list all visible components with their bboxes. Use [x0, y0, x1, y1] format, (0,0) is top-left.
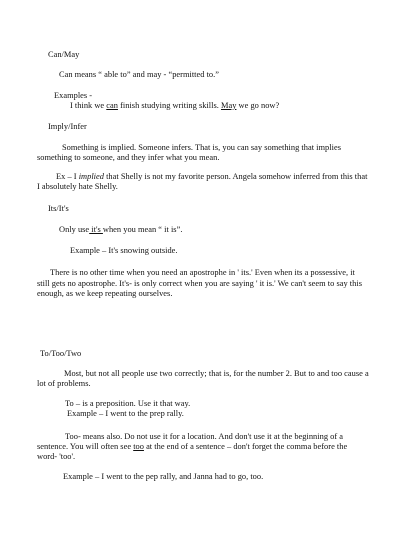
its-example: Example – It's snowing outside.	[70, 246, 178, 255]
imply-infer-example-line-2: I absolutely hate Shelly.	[37, 182, 118, 191]
its-para-line-2: still gets no apostrophe. It's- is only correct when you are saying ' it is.' We can't seem to say this	[37, 279, 362, 288]
imply-infer-para-line-1: Something is implied. Someone infers. That is, you can say something that implies	[62, 143, 341, 152]
rule-post: when you mean “ it is”.	[102, 225, 183, 234]
ex-post: that Shelly is not my favorite person. Angela somehow inferred from this that	[103, 172, 368, 181]
too-example: Example – I went to the pep rally, and Janna had to go, too.	[63, 472, 264, 481]
ex-pre: Ex – I	[56, 172, 79, 181]
underlined-can: can	[106, 101, 118, 110]
underlined-too: too	[133, 442, 144, 451]
imply-infer-example-line-1	[56, 172, 367, 182]
can-may-definition: Can means “ able to” and may - “permitted to.”	[59, 70, 219, 79]
too-para-line-3: word- 'too'.	[37, 452, 76, 461]
too-para-line-1: Too- means also. Do not use it for a location. And don't use it at the beginning of a	[65, 432, 344, 441]
example-text-mid: finish studying writing skills.	[117, 101, 221, 110]
rule-pre: Only use	[59, 225, 90, 234]
examples-label: Examples -	[54, 91, 93, 100]
to-example: Example – I went to the prep rally.	[67, 409, 184, 418]
its-rule	[59, 225, 182, 235]
too-line2-pre: sentence. You will often see	[37, 442, 134, 451]
example-text-pre: I think we	[70, 101, 107, 110]
section-heading-can-may: Can/May	[48, 50, 80, 59]
its-para-line-3: enough, as we keep repeating ourselves.	[37, 289, 173, 298]
underlined-its: it's	[89, 225, 103, 234]
example-text-post: we go now?	[236, 101, 280, 110]
to-too-two-para-line-1: Most, but not all people use two correctly; that is, for the number 2. But to and too cause a	[64, 369, 369, 378]
italic-implied: implied	[78, 172, 104, 181]
its-para-line-1: There is no other time when you need an apostrophe in ' its.' Even when its a possessive, it	[50, 268, 355, 277]
imply-infer-para-line-2: something to someone, and they infer what you mean.	[37, 153, 220, 162]
can-may-example	[70, 101, 279, 111]
section-heading-imply-infer: Imply/Infer	[48, 122, 87, 131]
underlined-may: May	[221, 101, 237, 110]
section-heading-its: Its/It's	[48, 204, 69, 213]
to-definition: To – is a preposition. Use it that way.	[65, 399, 191, 408]
too-para-line-2	[37, 442, 347, 452]
section-heading-to-too-two: To/Too/Two	[40, 349, 82, 358]
to-too-two-para-line-2: lot of problems.	[37, 379, 91, 388]
too-line2-post: at the end of a sentence – don't forget the comma before the	[143, 442, 348, 451]
